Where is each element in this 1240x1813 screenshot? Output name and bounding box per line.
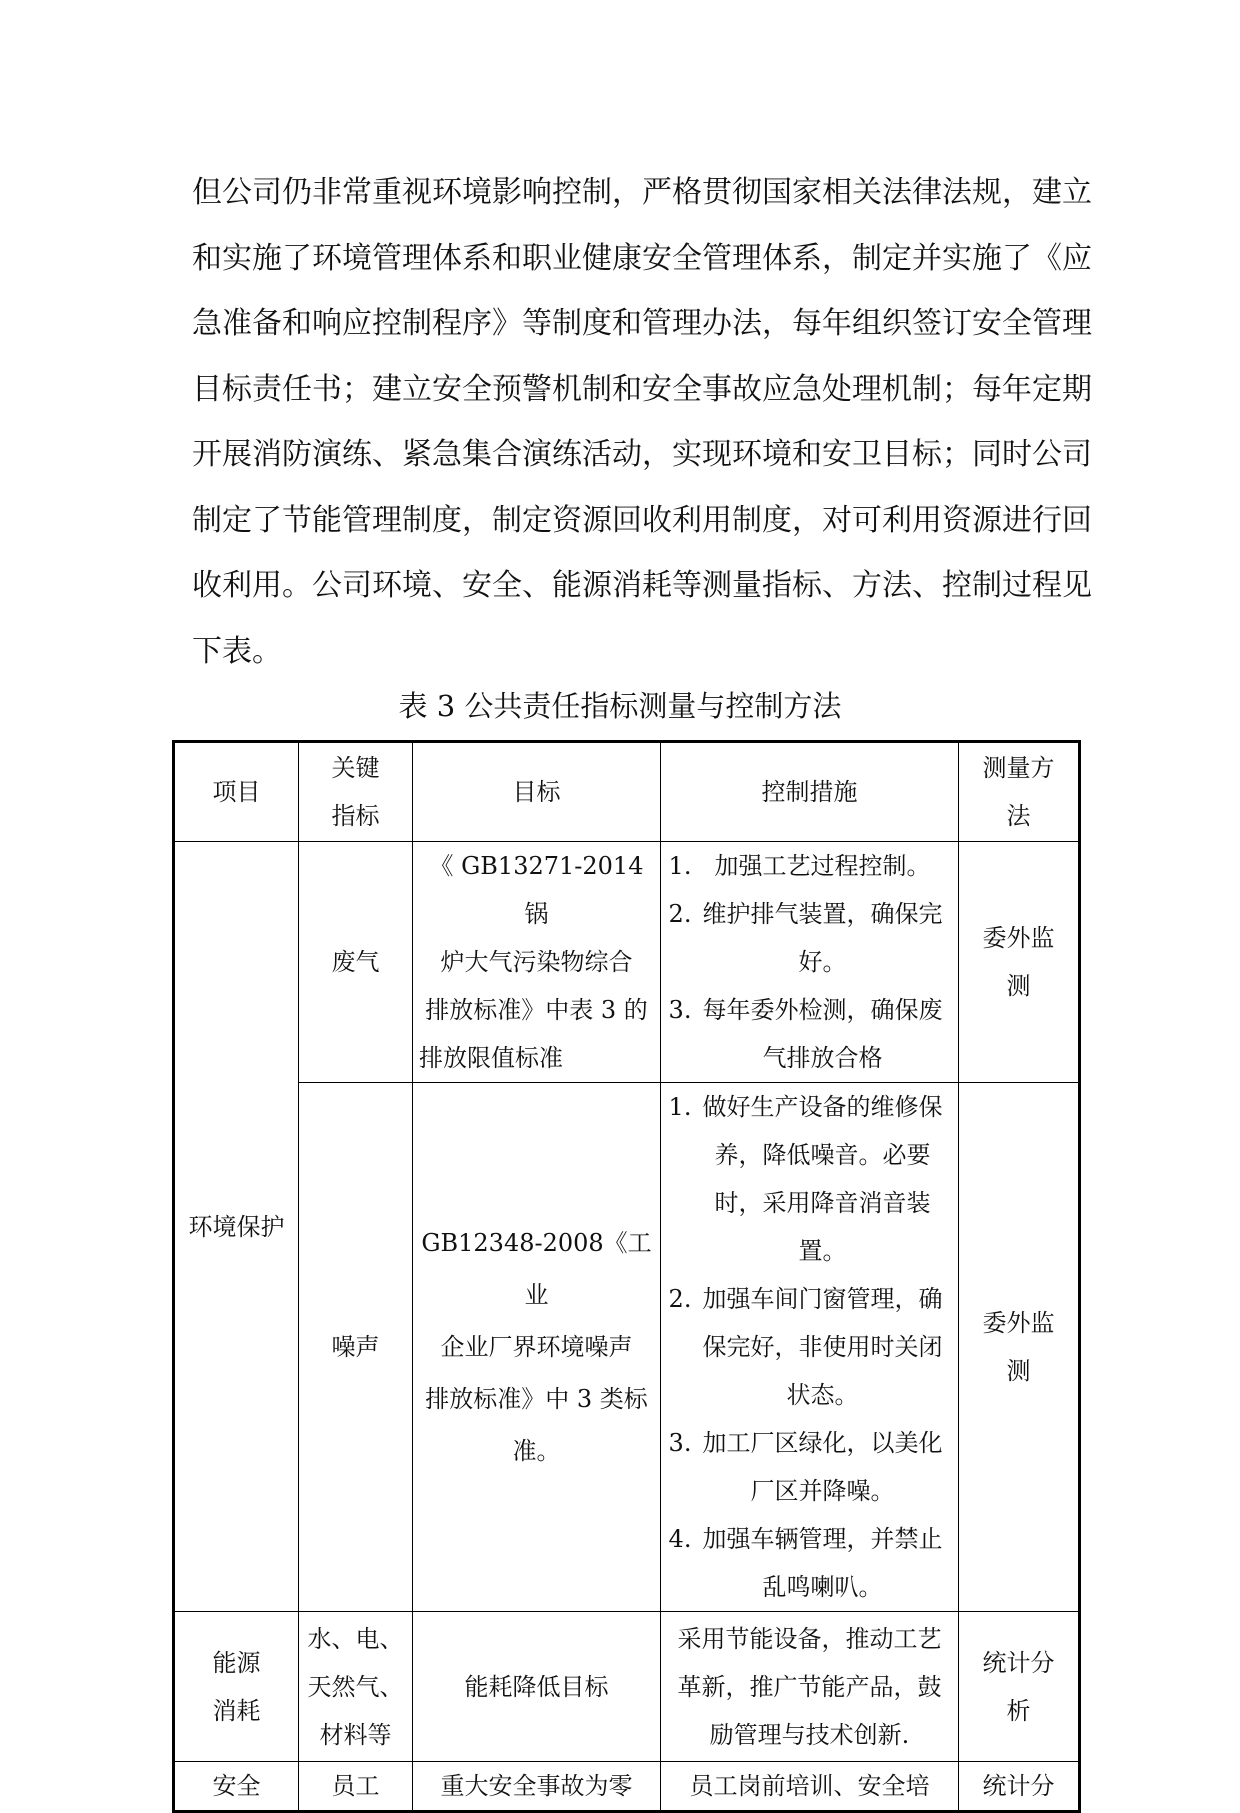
measure-number: 3. bbox=[668, 1429, 692, 1457]
measure-line: 革新，推广节能产品，鼓 bbox=[677, 1672, 942, 1701]
header-item: 项目 bbox=[174, 742, 299, 842]
table-row bbox=[174, 842, 1080, 1083]
paragraph-line: 收利用。公司环境、安全、能源消耗等测量指标、方法、控制过程见 bbox=[192, 568, 1092, 603]
measure-text: 加强车间门窗管理，确保完好，非使用时关闭状态。 bbox=[702, 1285, 943, 1409]
target-line: 准。 bbox=[512, 1437, 561, 1465]
measure-item bbox=[667, 890, 952, 986]
measure-item bbox=[667, 1275, 952, 1419]
paragraph-line: 目标责任书；建立安全预警机制和安全事故应急处理机制；每年定期 bbox=[192, 371, 1092, 407]
header-method-line: 法 bbox=[1006, 802, 1031, 830]
method-line: 委外监 bbox=[982, 1309, 1055, 1337]
method-exhaust-gas bbox=[959, 842, 1080, 1083]
measure-text: 做好生产设备的维修保养，降低噪音。必要时，采用降音消音装置。 bbox=[702, 1093, 943, 1265]
measure-text: 加强车辆管理，并禁止乱鸣喇叭。 bbox=[702, 1525, 943, 1601]
measure-number: 2. bbox=[668, 1285, 692, 1313]
measure-item bbox=[667, 1083, 952, 1275]
measure-text: 每年委外检测，确保废气排放合格 bbox=[702, 996, 943, 1072]
measure-number: 1. bbox=[668, 852, 692, 880]
target-energy: 能耗降低目标 bbox=[413, 1612, 661, 1762]
item-energy bbox=[174, 1612, 299, 1762]
measure-text: 维护排气装置，确保完好。 bbox=[702, 900, 943, 976]
method-energy bbox=[959, 1612, 1080, 1762]
method-line: 析 bbox=[1006, 1696, 1031, 1725]
target-exhaust-gas bbox=[413, 842, 661, 1083]
measure-line: 采用节能设备，推动工艺 bbox=[677, 1624, 942, 1653]
measure-number: 4. bbox=[668, 1525, 692, 1553]
measure-item bbox=[667, 986, 952, 1082]
item-line: 能源 bbox=[212, 1648, 261, 1677]
target-line: 排放限值标准 bbox=[419, 1044, 563, 1072]
header-method-line: 测量方 bbox=[982, 754, 1055, 782]
target-line: 企业厂界环境噪声 bbox=[440, 1333, 633, 1361]
header-target: 目标 bbox=[413, 742, 661, 842]
measure-number: 3. bbox=[668, 996, 692, 1024]
header-method bbox=[959, 742, 1080, 842]
paragraph-line: 急准备和响应控制程序》等制度和管理办法，每年组织签订安全管理 bbox=[192, 306, 1092, 341]
target-line: 排放标准》中 3 类标 bbox=[425, 1385, 648, 1413]
measure-line: 励管理与技术创新. bbox=[709, 1720, 910, 1749]
table-row bbox=[174, 1762, 1080, 1812]
target-line: 排放标准》中表 3 的 bbox=[425, 996, 648, 1024]
indicator-exhaust-gas: 废气 bbox=[299, 842, 413, 1083]
method-line: 统计分 bbox=[982, 1648, 1055, 1677]
method-line: 测 bbox=[1006, 1357, 1031, 1385]
measure-item bbox=[667, 1419, 952, 1515]
method-line: 委外监 bbox=[982, 924, 1055, 952]
measures-noise bbox=[661, 1083, 959, 1612]
measure-item bbox=[667, 1515, 952, 1611]
indicator-energy bbox=[299, 1612, 413, 1762]
target-line: 《 GB13271-2014 锅 bbox=[429, 852, 644, 928]
indicator-safety: 员工 bbox=[299, 1762, 413, 1812]
indicator-noise: 噪声 bbox=[299, 1083, 413, 1612]
header-key-indicator-line: 关键 bbox=[331, 754, 380, 782]
paragraph-line: 但公司仍非常重视环境影响控制，严格贯彻国家相关法律法规，建立 bbox=[192, 175, 1092, 210]
target-line: 炉大气污染物综合 bbox=[440, 948, 633, 976]
target-safety: 重大安全事故为零 bbox=[413, 1762, 661, 1812]
measure-item bbox=[667, 842, 952, 890]
indicator-line: 水、电、 bbox=[307, 1624, 404, 1653]
measures-safety: 员工岗前培训、安全培 bbox=[661, 1762, 959, 1812]
measure-list bbox=[667, 842, 952, 1082]
target-line: GB12348-2008《工业 bbox=[421, 1229, 652, 1309]
method-noise bbox=[959, 1083, 1080, 1612]
measures-energy bbox=[661, 1612, 959, 1762]
method-safety: 统计分 bbox=[959, 1762, 1080, 1812]
indicator-line: 材料等 bbox=[319, 1720, 392, 1749]
paragraph-line: 和实施了环境管理体系和职业健康安全管理体系，制定并实施了《应 bbox=[192, 240, 1092, 276]
measures-exhaust-gas bbox=[661, 842, 959, 1083]
item-line: 消耗 bbox=[212, 1696, 261, 1725]
paragraph-line: 制定了节能管理制度，制定资源回收利用制度，对可利用资源进行回 bbox=[192, 502, 1092, 538]
measure-text: 加工厂区绿化，以美化厂区并降噪。 bbox=[702, 1429, 943, 1505]
indicator-line: 天然气、 bbox=[307, 1672, 404, 1701]
target-noise bbox=[413, 1083, 661, 1612]
paragraph-line: 下表。 bbox=[192, 633, 282, 669]
table-caption: 表 3 公共责任指标测量与控制方法 bbox=[398, 689, 842, 723]
body-paragraph bbox=[192, 160, 1092, 684]
method-line: 测 bbox=[1006, 972, 1031, 1000]
header-key-indicator bbox=[299, 742, 413, 842]
public-responsibility-table bbox=[172, 740, 1081, 1813]
table-row bbox=[174, 1612, 1080, 1762]
measure-list bbox=[667, 1083, 952, 1611]
measure-number: 1. bbox=[668, 1093, 692, 1121]
item-safety: 安全 bbox=[174, 1762, 299, 1812]
table-row bbox=[174, 1083, 1080, 1612]
item-environment: 环境保护 bbox=[174, 842, 299, 1612]
header-control: 控制措施 bbox=[661, 742, 959, 842]
measure-number: 2. bbox=[668, 900, 692, 928]
paragraph-line: 开展消防演练、紧急集合演练活动，实现环境和安卫目标；同时公司 bbox=[192, 437, 1092, 472]
measure-text: 加强工艺过程控制。 bbox=[714, 852, 931, 880]
table-header-row bbox=[174, 742, 1080, 842]
header-key-indicator-line: 指标 bbox=[331, 802, 380, 830]
